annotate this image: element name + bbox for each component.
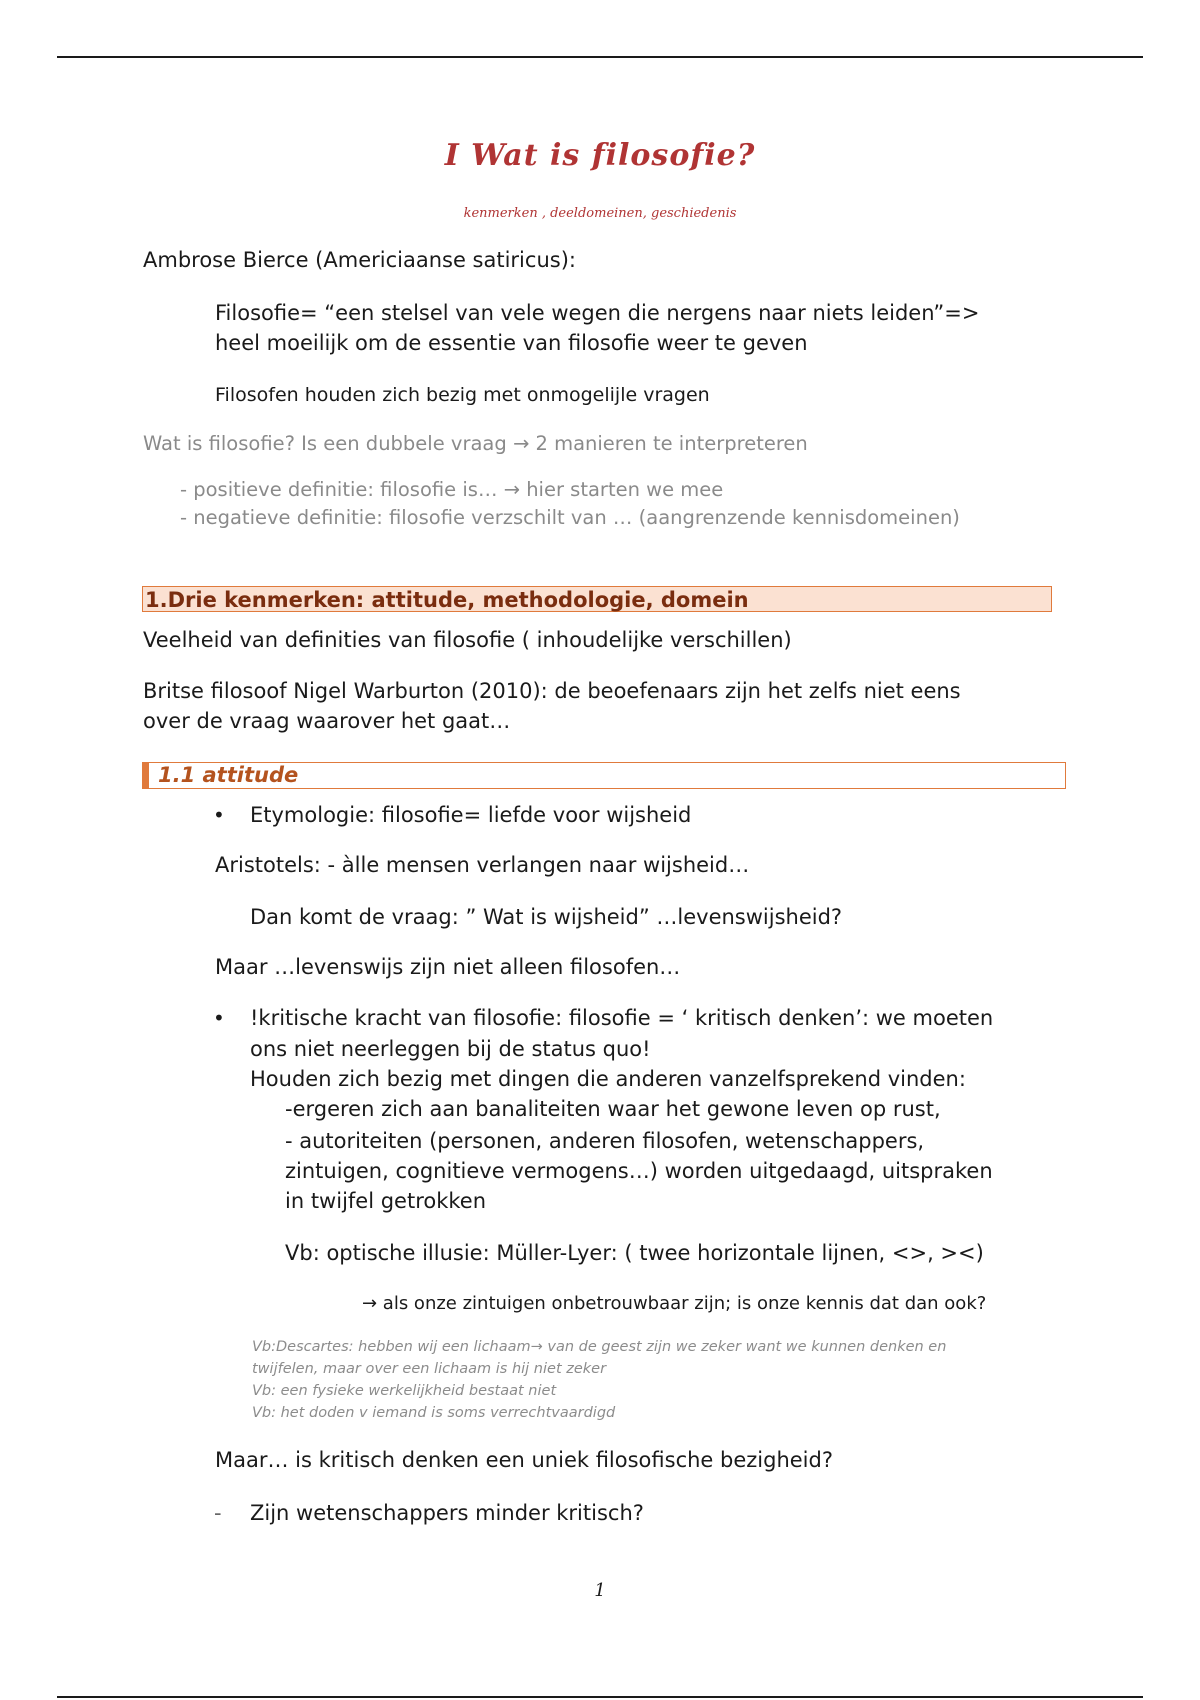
- dash-marker: -: [214, 1501, 222, 1525]
- critical-line3: Houden zich bezig met dingen die anderen vanzelfsprekend vinden:: [250, 1067, 966, 1091]
- critical-sub2-line1: - autoriteiten (personen, anderen filosofen, wetenschappers,: [285, 1129, 925, 1153]
- note-physical-reality: Vb: een fysieke werkelijkheid bestaat niet: [252, 1383, 557, 1399]
- not-only-philosophers: Maar …levenswijs zijn niet alleen filosofen…: [215, 955, 681, 979]
- footer-rule: [57, 1696, 1143, 1698]
- intro-author: Ambrose Bierce (Americiaanse satiricus):: [143, 248, 576, 272]
- bullet-icon: •: [213, 1006, 225, 1030]
- header-rule: [57, 56, 1143, 58]
- intro-quote-line1: Filosofie= “een stelsel van vele wegen die nergens naar niets leiden”=>: [215, 301, 980, 325]
- page-number: 1: [594, 1580, 606, 1601]
- muller-lyer-example: Vb: optische illusie: Müller-Lyer: ( twee horizontale lijnen, <>, ><): [285, 1241, 984, 1265]
- section-heading-1: 1.Drie kenmerken: attitude, methodologie, domein: [142, 586, 1052, 612]
- critical-sub2-line2: zintuigen, cognitieve vermogens…) worden uitgedaagd, uitspraken: [285, 1159, 993, 1183]
- wisdom-question: Dan komt de vraag: ” Wat is wijsheid” …levenswijsheid?: [250, 905, 843, 929]
- section1-paragraph-2-line2: over de vraag waarover het gaat…: [143, 709, 511, 733]
- section-heading-1-1: 1.1 attitude: [142, 762, 1066, 789]
- section1-paragraph-2-line1: Britse filosoof Nigel Warburton (2010): de beoefenaars zijn het zelfs niet eens: [143, 679, 961, 703]
- critical-line2: ons niet neerleggen bij de status quo!: [250, 1037, 651, 1061]
- closing-question: Maar… is kritisch denken een uniek filosofische bezigheid?: [215, 1448, 833, 1472]
- senses-question: → als onze zintuigen onbetrouwbaar zijn; is onze kennis dat dan ook?: [362, 1293, 987, 1314]
- etymology-item: Etymologie: filosofie= liefde voor wijsheid: [250, 803, 692, 827]
- critical-line1: !kritische kracht van filosofie: filosofie = ‘ kritisch denken’: we moeten: [250, 1006, 994, 1030]
- note-descartes-line2: twijfelen, maar over een lichaam is hij niet zeker: [252, 1361, 607, 1377]
- section1-paragraph-1: Veelheid van definities van filosofie ( inhoudelijke verschillen): [143, 628, 792, 652]
- intro-question: Wat is filosofie? Is een dubbele vraag → 2 manieren te interpreteren: [143, 432, 808, 455]
- note-descartes-line1: Vb:Descartes: hebben wij een lichaam→ van de geest zijn we zeker want we kunnen denken en: [252, 1339, 947, 1355]
- page-title: I Wat is filosofie?: [444, 138, 756, 173]
- intro-negative-definition: - negatieve definitie: filosofie verzschilt van … (aangrenzende kennisdomeinen): [180, 506, 960, 529]
- critical-sub1: -ergeren zich aan banaliteiten waar het gewone leven op rust,: [285, 1097, 941, 1121]
- aristotle-line: Aristotels: - àlle mensen verlangen naar wijsheid…: [215, 853, 750, 877]
- critical-sub2-line3: in twijfel getrokken: [285, 1189, 487, 1213]
- intro-quote-line2: heel moeilijk om de essentie van filosofie weer te geven: [215, 331, 808, 355]
- page-subtitle: kenmerken , deeldomeinen, geschiedenis: [463, 206, 737, 221]
- note-killing: Vb: het doden v iemand is soms verrechtvaardigd: [252, 1405, 616, 1421]
- intro-positive-definition: - positieve definitie: filosofie is… → hier starten we mee: [180, 478, 724, 501]
- bullet-icon: •: [213, 803, 225, 827]
- scientists-question: Zijn wetenschappers minder kritisch?: [250, 1501, 644, 1525]
- intro-philosophers: Filosofen houden zich bezig met onmogelijle vragen: [215, 384, 710, 406]
